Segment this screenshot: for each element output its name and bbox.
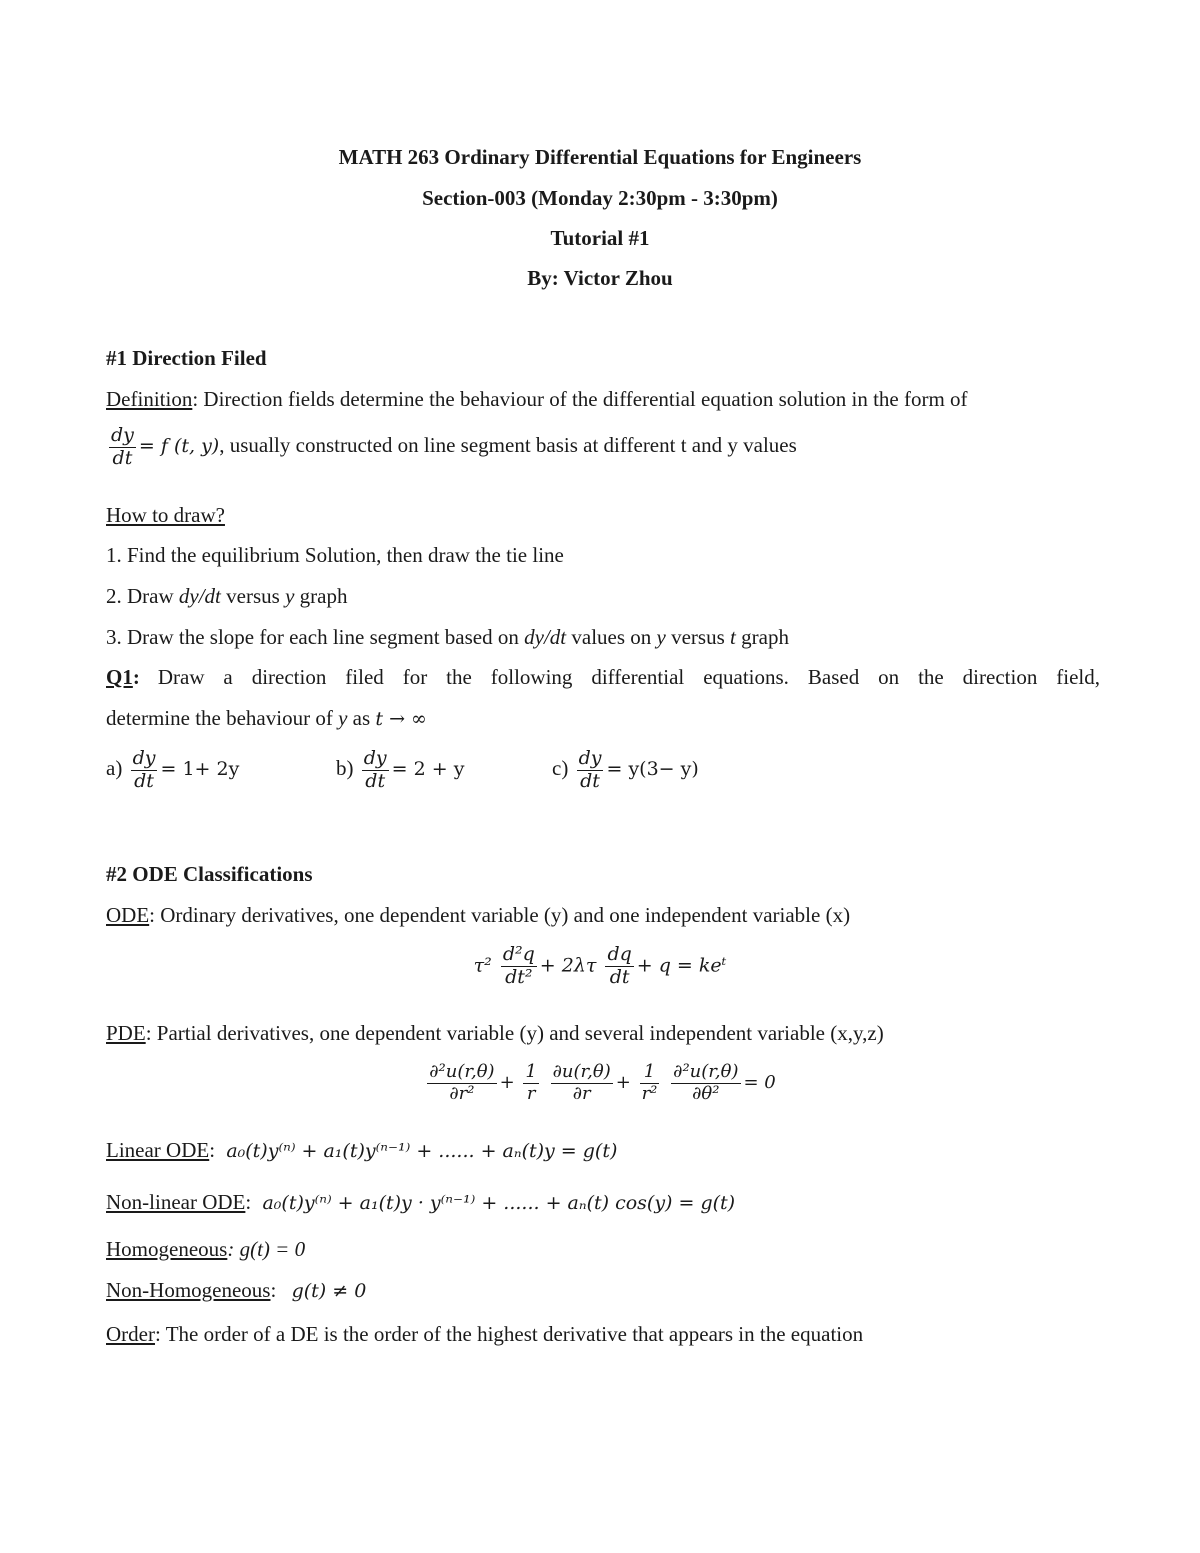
dy-dt-fraction xyxy=(362,748,389,793)
step2-text: versus xyxy=(220,584,286,608)
equation-c-rhs: = y(3− y) xyxy=(606,758,699,781)
fraction-numerator: d²q xyxy=(502,943,535,965)
fraction-denominator: r xyxy=(526,1082,536,1104)
ode-rhs: + q = keᵗ xyxy=(636,954,727,977)
fraction-denominator: ∂r xyxy=(572,1082,591,1104)
nonlinear-ode-label: Non-linear ODE xyxy=(106,1190,246,1214)
plus-sign: + xyxy=(499,1072,515,1094)
ode-example-equation xyxy=(0,944,1200,989)
step-1: 1. Find the equilibrium Solution, then draw the tie line xyxy=(106,543,564,567)
fraction-denominator: ∂θ² xyxy=(692,1082,720,1104)
fraction-numerator: dq xyxy=(607,943,632,965)
pde-label: PDE xyxy=(106,1021,146,1045)
equation-b-label: b) xyxy=(336,756,354,781)
section1-heading: #1 Direction Filed xyxy=(106,346,267,370)
definition-label: Definition xyxy=(106,387,193,411)
dq-dt-fraction xyxy=(605,944,633,989)
fraction-denominator: r² xyxy=(641,1082,658,1104)
nonlinear-ode-equation: a₀(t)y⁽ⁿ⁾ + a₁(t)y · y⁽ⁿ⁻¹⁾ + ...... + aₙ(t) cos(y) = g(t) xyxy=(262,1192,736,1214)
q1-label: Q1 xyxy=(106,665,133,689)
one-over-r2-fraction xyxy=(640,1062,660,1104)
fraction-denominator: dt xyxy=(134,769,154,792)
definition-continuation xyxy=(106,425,797,470)
fraction-numerator: dy xyxy=(111,424,134,446)
q1-label-wrap xyxy=(106,665,140,690)
step3-y: y xyxy=(656,625,666,649)
dy-dt-fraction xyxy=(109,425,136,470)
dy-dt-fraction xyxy=(131,748,158,793)
pde-definition xyxy=(106,1021,884,1046)
q1-as: as xyxy=(347,706,376,730)
step3-text: values on xyxy=(566,625,657,649)
homogeneous-text: : g(t) = 0 xyxy=(227,1237,306,1261)
step3-text: versus xyxy=(665,625,731,649)
q1-text: Draw a direction filed for the following differential equations. Based on the direction field, xyxy=(157,665,1100,689)
fraction-denominator: dt xyxy=(365,769,386,792)
howto-label: How to draw? xyxy=(106,503,225,527)
fraction-numerator: ∂u(r,θ) xyxy=(552,1061,611,1082)
linear-ode-label: Linear ODE xyxy=(106,1138,210,1162)
linear-ode-equation: a₀(t)y⁽ⁿ⁾ + a₁(t)y⁽ⁿ⁻¹⁾ + ...... + aₙ(t)y = g(t) xyxy=(226,1140,618,1162)
homogeneous-line xyxy=(106,1237,305,1262)
fraction-numerator: dy xyxy=(363,747,387,769)
linear-ode-line xyxy=(106,1138,617,1163)
definition-cont-text: , usually constructed on line segment basis at different t and y values xyxy=(219,433,797,458)
pde-fraction-2 xyxy=(551,1062,613,1104)
step2-text: 2. Draw xyxy=(106,584,179,608)
equation-b xyxy=(336,748,464,793)
step3-text: 3. Draw the slope for each line segment based on xyxy=(106,625,525,649)
step-3 xyxy=(106,625,789,650)
fraction-numerator: 1 xyxy=(525,1061,537,1082)
nonhomogeneous-line xyxy=(106,1278,366,1303)
pde-fraction-1 xyxy=(427,1062,496,1104)
homogeneous-label: Homogeneous xyxy=(106,1237,228,1261)
nonhomogeneous-label: Non-Homogeneous xyxy=(106,1278,271,1302)
fraction-denominator: dt xyxy=(609,965,630,988)
q1-line xyxy=(106,665,1100,690)
q1-cont-text: determine the behaviour of xyxy=(106,706,339,730)
fraction-denominator: ∂r² xyxy=(449,1082,475,1104)
step3-text: graph xyxy=(735,625,789,649)
d2q-dt2-fraction xyxy=(501,944,537,989)
nonlinear-ode-colon: : xyxy=(245,1190,252,1214)
order-line xyxy=(106,1322,863,1347)
plus-sign: + xyxy=(615,1072,631,1094)
section2-heading: #2 ODE Classifications xyxy=(106,862,313,886)
equation-a-rhs: = 1+ 2y xyxy=(160,758,240,781)
fraction-denominator: dt xyxy=(580,769,600,792)
equation-b-rhs: = 2 + y xyxy=(391,758,465,781)
q1-y: y xyxy=(338,706,348,730)
pde-fraction-3 xyxy=(671,1062,740,1104)
step2-y: y xyxy=(285,584,295,608)
pde-example-equation xyxy=(0,1062,1200,1104)
one-over-r-fraction xyxy=(523,1062,538,1104)
equation-c xyxy=(552,748,699,793)
q1-continuation xyxy=(106,706,427,731)
fraction-numerator: ∂²u(r,θ) xyxy=(673,1061,739,1082)
ode-mid-term: + 2λτ xyxy=(539,954,597,977)
fraction-numerator: ∂²u(r,θ) xyxy=(429,1061,495,1082)
dy-dt-fraction xyxy=(577,748,604,793)
step2-var: dy/dt xyxy=(178,584,221,608)
q1-limit: t → ∞ xyxy=(375,708,427,730)
fraction-denominator: dt² xyxy=(505,965,533,988)
definition-text: : Direction fields determine the behaviour of the differential equation solution in the form of xyxy=(192,387,968,411)
author-line: By: Victor Zhou xyxy=(527,266,673,290)
order-label: Order xyxy=(106,1322,155,1346)
order-text: : The order of a DE is the order of the highest derivative that appears in the equation xyxy=(154,1322,864,1346)
step3-t: t xyxy=(730,625,736,649)
ode-text: : Ordinary derivatives, one dependent variable (y) and one independent variable (x) xyxy=(149,903,851,927)
linear-ode-colon: : xyxy=(209,1138,216,1162)
course-title: MATH 263 Ordinary Differential Equations for Engineers xyxy=(338,145,862,169)
equation-c-label: c) xyxy=(552,756,569,781)
equation-a xyxy=(106,748,239,793)
tutorial-number: Tutorial #1 xyxy=(550,226,650,250)
equation-a-label: a) xyxy=(106,756,123,781)
fraction-numerator: dy xyxy=(578,747,602,769)
nonlinear-ode-line xyxy=(106,1190,735,1215)
step3-var: dy/dt xyxy=(524,625,567,649)
fraction-numerator: 1 xyxy=(640,1062,660,1084)
ode-label: ODE xyxy=(106,903,150,927)
step2-text: graph xyxy=(294,584,348,608)
section-info: Section-003 (Monday 2:30pm - 3:30pm) xyxy=(422,186,778,210)
fraction-denominator: dt xyxy=(112,446,133,469)
f-ty-expression: = f (t, y) xyxy=(138,435,220,458)
tau-squared: τ² xyxy=(473,954,492,977)
ode-definition xyxy=(106,903,850,928)
nonhomogeneous-equation: g(t) ≠ 0 xyxy=(291,1280,367,1302)
definition-paragraph xyxy=(106,387,968,412)
nonhomogeneous-colon: : xyxy=(270,1278,277,1302)
pde-text: : Partial derivatives, one dependent variable (y) and several independent variable (x,y,z) xyxy=(145,1021,884,1045)
step-2 xyxy=(106,584,347,609)
q1-colon: : xyxy=(132,665,140,689)
fraction-numerator: dy xyxy=(132,747,156,769)
pde-rhs: = 0 xyxy=(743,1072,776,1094)
